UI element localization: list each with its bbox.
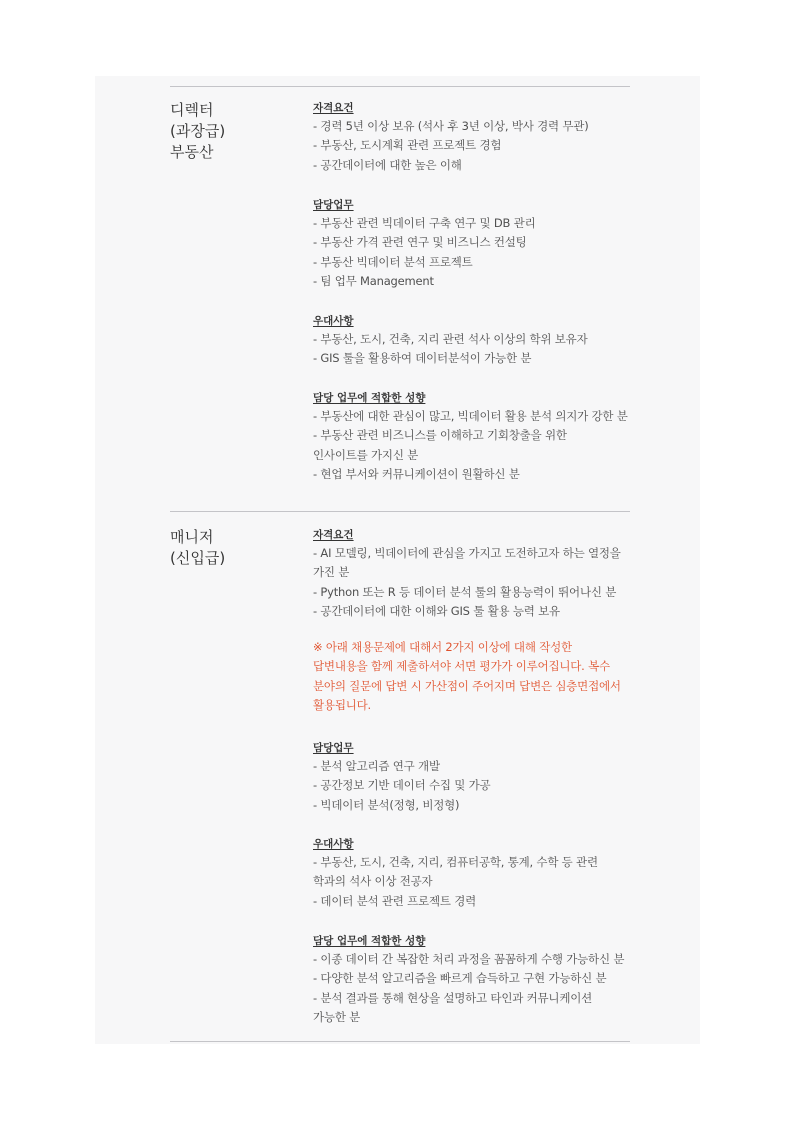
list-item: - 부동산 관련 비즈니스를 이해하고 기회창출을 위한 [313,428,567,443]
list-item: - 이종 데이터 간 복잡한 처리 과정을 꼼꼼하게 수행 가능하신 분 [313,952,625,966]
list-item: - 부동산 가격 관련 연구 및 비즈니스 컨설팅 [313,235,527,250]
manager-qualifications [313,529,643,622]
list-item: - 팀 업무 Management [313,274,434,289]
notice-line: 분야의 질문에 답변 시 가산점이 주어지며 답변은 심층면접에서 [313,678,621,693]
list-item: - 경력 5년 이상 보유 (석사 후 3년 이상, 박사 경력 무관) [313,119,589,133]
notice-line: ※ 아래 채용문제에 대해서 2가지 이상에 대해 작성한 [313,640,572,654]
director-duties [313,199,643,292]
manager-duties [313,742,643,815]
list-item: - 빅데이터 분석(정형, 비정형) [313,797,460,812]
list-item: - 부동산에 대한 관심이 많고, 빅데이터 활용 분석 의지가 강한 분 [313,409,628,423]
list-item: - 분석 결과를 통해 현상을 설명하고 타인과 커뮤니케이션 [313,990,593,1005]
role-title-line: (신입급) [170,549,226,567]
list-item: - 데이터 분석 관련 프로젝트 경력 [313,893,477,908]
list-item: - 분석 알고리즘 연구 개발 [313,759,440,773]
list-item: - 공간정보 기반 데이터 수집 및 가공 [313,778,491,793]
section-title: 담당업무 [313,742,354,754]
divider-bottom [170,1041,630,1042]
list-item: 학과의 석사 이상 전공자 [313,874,433,889]
role-title-manager [170,527,225,569]
list-item: - 부동산 관련 빅데이터 구축 연구 및 DB 관리 [313,216,536,230]
list-item: 가진 분 [313,565,350,580]
divider-top [170,86,630,87]
divider-middle [170,511,630,512]
role-title-line: 매니저 [170,528,214,546]
director-qualifications [313,102,643,175]
list-item: - 공간데이터에 대한 이해와 GIS 툴 활용 능력 보유 [313,604,560,619]
list-item: - 다양한 분석 알고리즘을 빠르게 습득하고 구현 가능하신 분 [313,971,607,986]
section-title: 담당업무 [313,199,354,211]
director-preferred [313,315,643,369]
evaluation-notice [313,638,643,716]
list-item: - GIS 툴을 활용하여 데이터분석이 가능한 분 [313,351,532,366]
manager-aptitude [313,935,643,1028]
list-item: 가능한 분 [313,1010,361,1025]
list-item: - 공간데이터에 대한 높은 이해 [313,157,462,172]
list-item: - 부동산, 도시, 건축, 지리, 컴퓨터공학, 통계, 수학 등 관련 [313,855,598,869]
section-title: 담당 업무에 적합한 성향 [313,935,426,947]
list-item: - 부동산, 도시, 건축, 지리 관련 석사 이상의 학위 보유자 [313,332,588,346]
director-aptitude [313,392,643,485]
section-title: 담당 업무에 적합한 성향 [313,392,426,404]
list-item: - 현업 부서와 커뮤니케이션이 원활하신 분 [313,467,520,482]
section-title: 자격요건 [313,529,354,541]
role-title-line: 디렉터 [170,101,214,119]
notice-line: 활용됩니다. [313,698,371,713]
section-title: 우대사항 [313,315,354,327]
manager-preferred [313,838,643,911]
list-item: - Python 또는 R 등 데이터 분석 툴의 활용능력이 뛰어나신 분 [313,584,617,599]
list-item: - 부동산, 도시계획 관련 프로젝트 경험 [313,138,502,153]
section-title: 자격요건 [313,102,354,114]
notice-line: 답변내용을 함께 제출하셔야 서면 평가가 이루어집니다. 복수 [313,659,610,674]
role-title-director [170,100,225,163]
list-item: 인사이트를 가지신 분 [313,447,419,462]
section-title: 우대사항 [313,838,354,850]
list-item: - 부동산 빅데이터 분석 프로젝트 [313,254,473,269]
list-item: - AI 모델링, 빅데이터에 관심을 가지고 도전하고자 하는 열정을 [313,546,621,560]
role-title-line: 부동산 [170,143,214,161]
role-title-line: (과장급) [170,122,226,140]
